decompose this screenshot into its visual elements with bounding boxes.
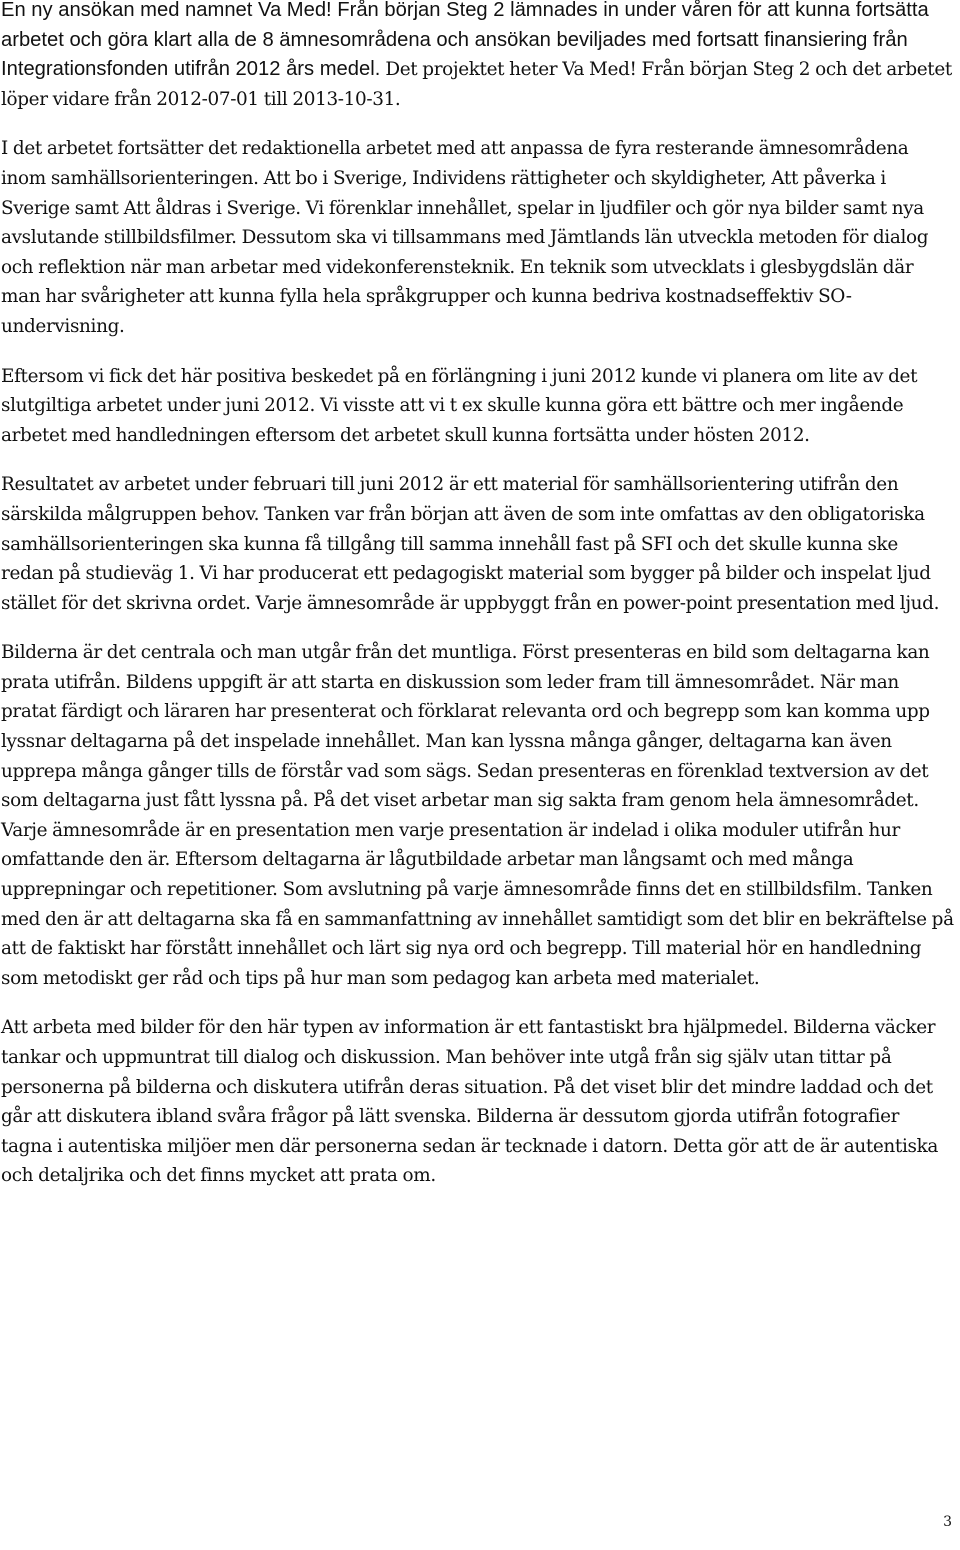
paragraph-4: Resultatet av arbetet under februari till juni 2012 är ett material för samhällsorientering utifrån den särskilda målgruppen behov. Tanken var från början att även de som inte omfattas av den obligatoriska samhällsorienteringen ska kunna få tillgång till samma innehåll fast på SFI och det skulle kunna ske redan på studieväg 1. Vi har producerat ett pedagogiskt material som bygger på bilder och inspelat ljud stället för det skrivna ordet. Varje ämnesområde är uppbyggt från en power-point presentation med ljud. [1,474,940,614]
paragraph-6: Att arbeta med bilder för den här typen av information är ett fantastiskt bra hjälpmedel. Bilderna väcker tankar och uppmuntrat till dialog och diskussion. Man behöver inte utgå från sig själv utan tittar på personerna på bilderna och diskutera utifrån deras situation. På det viset blir det mindre laddad och det går att diskutera ibland svåra frågor på lätt svenska. Bilderna är dessutom gjorda utifrån fotografier tagna i autentiska miljöer men där personerna sedan är tecknade i datorn. Detta gör att de är autentiska och detaljrika och det finns mycket att prata om. [1,1017,938,1187]
page-number: 3 [943,1514,952,1530]
paragraph-2: I det arbetet fortsätter det redaktionella arbetet med att anpassa de fyra resterande ämnesområdena inom samhällsorienteringen. Att bo i Sverige, Individens rättigheter och skyldigheter, Att påverka i Sverige samt Att åldras i Sverige. Vi förenklar innehållet, spelar in ljudfiler och gör nya bilder samt nya avslutande stillbildsfilmer. Dessutom ska vi tillsammans med Jämtlands län utveckla metoden för dialog och reflektion när man arbetar med videkonferensteknik. En teknik som utvecklats i glesbygdslän där man har svårigheter att kunna fylla hela språkgrupper och kunna bedriva kostnadseffektiv SO-undervisning. [1,138,929,337]
paragraph-1-sans-part: En ny ansökan med namnet Va Med! Från början Steg 2 lämnades in under våren för att kunna fortsätta arbetet och göra klart alla de 8 ämnesområdena och ansökan beviljades med fortsatt finansiering från Integrationsfonden utifrån 2012 års medel. [1,0,929,81]
paragraph-3: Eftersom vi fick det här positiva beskedet på en förlängning i juni 2012 kunde vi planera om lite av det slutgiltiga arbetet under juni 2012. Vi visste att vi t ex skulle kunna göra ett bättre och mer ingående arbetet med handledningen eftersom det arbetet skull kunna fortsätta under hösten 2012. [1,365,918,446]
paragraph-5: Bilderna är det centrala och man utgår från det muntliga. Först presenteras en bild som deltagarna kan prata utifrån. Bildens uppgift är att starta en diskussion som leder fram till ämnesområdet. När man pratat färdigt och läraren har presenterat och förklarat relevanta ord och begrepp som kan komma upp lyssnar deltagarna på det inspelade innehållet. Man kan lyssna många gånger, deltagarna kan även upprepa många gånger tills de förstår vad som sägs. Sedan presenteras en förenklad textversion av det som deltagarna just fått lyssna på. På det viset arbetar man sig sakta fram genom hela ämnesområdet. Varje ämnesområde är en presentation men varje presentation är indelad i olika moduler utifrån hur omfattande den är. Eftersom deltagarna är lågutbildade arbetar man långsamt och med många upprepningar och repetitioner. Som avslutning på varje ämnesområde finns det en stillbildsfilm. Tanken med den är att deltagarna ska få en sammanfattning av innehållet samtidigt som det blir en bekräftelse på att de faktiskt har förstått innehållet och lärt sig nya ord och begrepp. Till material hör en handledning som metodiskt ger råd och tips på hur man som pedagog kan arbeta med materialet. [1,642,954,989]
paragraph-1 [1,0,954,114]
paragraph-1-serif-part: Det projektet heter Va Med! Från början Steg 2 och det arbetet löper vidare från 2012-07-01 till 2013-10-31. [1,59,952,110]
